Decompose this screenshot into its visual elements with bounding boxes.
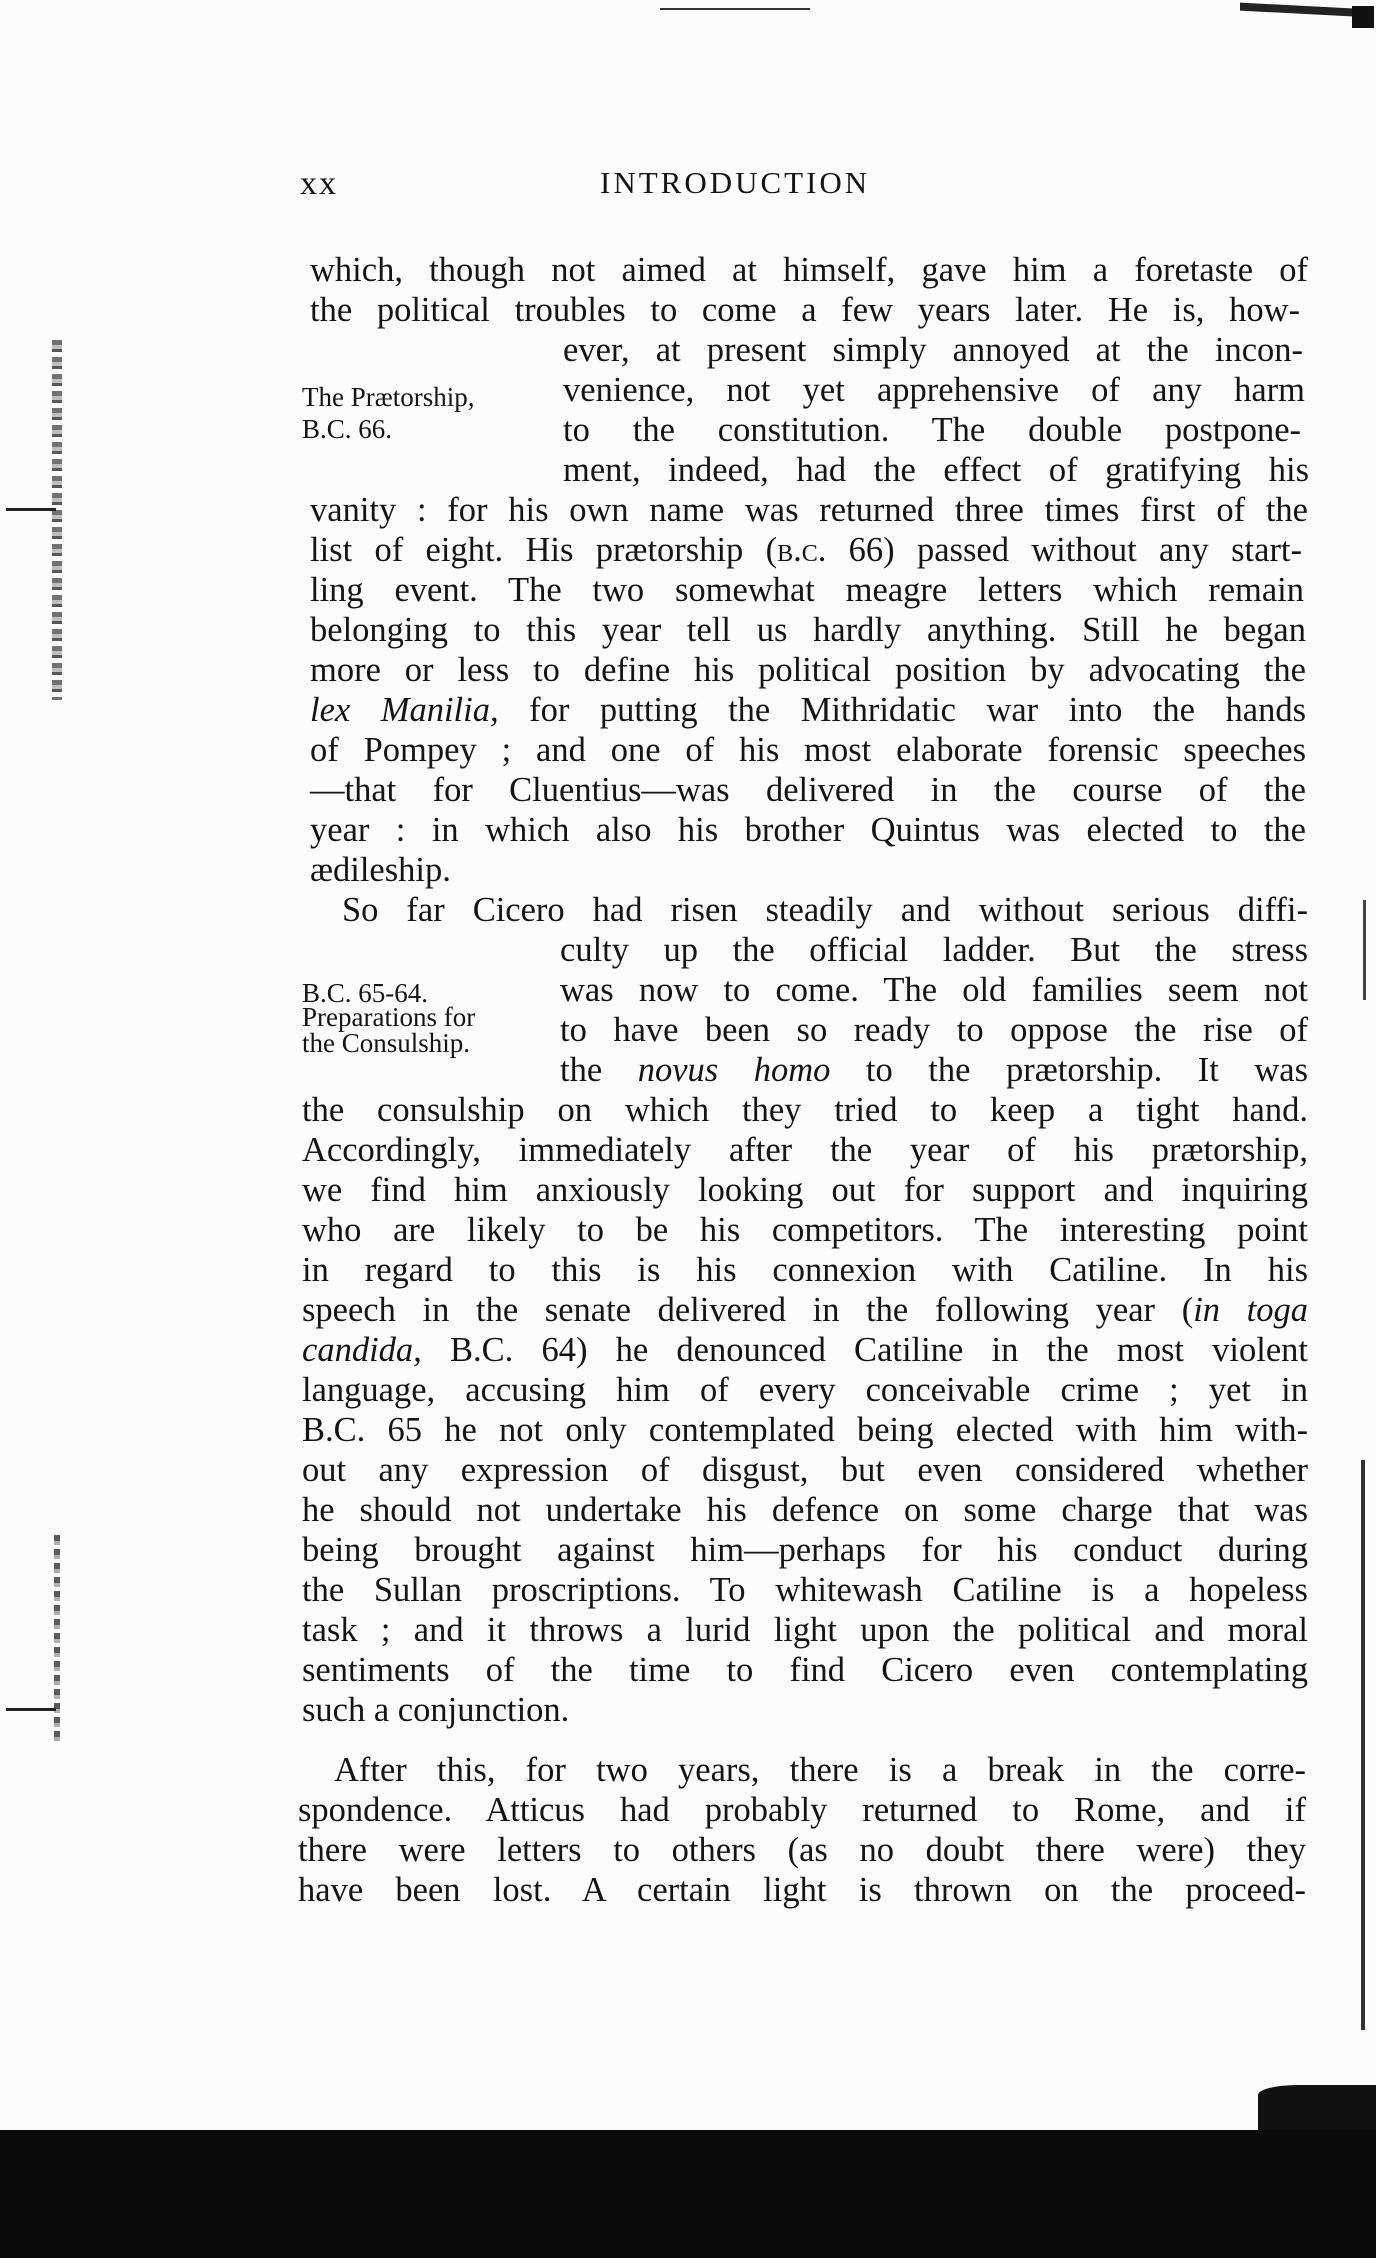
text-line: who are likely to be his competitors. The interesting point <box>302 1211 1308 1249</box>
margin-note-praetorship-title: The Prætorship, <box>302 382 475 412</box>
text-line: culty up the official ladder. But the stress <box>560 931 1308 969</box>
text-line: Accordingly, immediately after the year of his prætorship, <box>302 1131 1308 1169</box>
margin-note-consulship-title-1: Preparations for <box>302 1002 476 1032</box>
text-line: more or less to define his political position by advocating the <box>310 651 1306 689</box>
text-run-italic: in toga <box>1193 1291 1309 1329</box>
text-line: So far Cicero had risen steadily and without serious diffi- <box>342 891 1308 929</box>
text-run: the <box>560 1051 638 1089</box>
scan-top-rule-2 <box>1240 3 1370 18</box>
margin-note-consulship-date: B.C. 65-64. <box>302 978 429 1008</box>
scan-top-rule-1 <box>660 8 810 10</box>
text-line: of Pompey ; and one of his most elaborate forensic speeches <box>310 731 1306 769</box>
text-line <box>310 690 1306 730</box>
page-number: xx <box>300 165 338 202</box>
text-line <box>302 1410 1308 1450</box>
text-line: the consulship on which they tried to keep a tight hand. <box>302 1091 1308 1129</box>
scan-top-rule-3 <box>1352 6 1374 28</box>
text-line: there were letters to others (as no doubt there were) they <box>298 1831 1306 1869</box>
text-line <box>560 1050 1308 1090</box>
text-line: ædileship. <box>310 851 451 889</box>
right-edge-bar-bottom <box>1361 1460 1365 2030</box>
text-run: for putting the Mithridatic war into the hands <box>498 691 1306 729</box>
text-line: year : in which also his brother Quintus was elected to the <box>310 811 1306 849</box>
text-line: task ; and it throws a lurid light upon the political and moral <box>302 1611 1308 1649</box>
text-line: to the constitution. The double postpone- <box>563 411 1301 449</box>
gutter-mark-lower <box>6 1708 56 1711</box>
text-run: list of eight. His prætorship ( <box>310 531 778 569</box>
running-head: INTRODUCTION <box>600 165 871 200</box>
text-line: —that for Cluentius—was delivered in the course of the <box>310 771 1306 809</box>
text-line: the Sullan proscriptions. To whitewash Catiline is a hopeless <box>302 1571 1308 1609</box>
text-line: sentiments of the time to find Cicero even contemplating <box>302 1651 1308 1689</box>
text-line: ment, indeed, had the effect of gratifying his <box>563 451 1309 489</box>
text-run: 64) he denounced Catiline in the most violent <box>513 1331 1308 1369</box>
text-run: 65 he not only contemplated being elected with him with- <box>365 1411 1308 1449</box>
text-line: After this, for two years, there is a break in the corre- <box>334 1751 1306 1789</box>
right-edge-bar-top <box>1363 900 1366 1000</box>
text-line: spondence. Atticus had probably returned to Rome, and if <box>298 1791 1306 1829</box>
page-header <box>300 165 1290 213</box>
text-line: he should not undertake his defence on some charge that was <box>302 1491 1308 1529</box>
text-line: vanity : for his own name was returned three times first of the <box>310 491 1308 529</box>
text-run-italic: candida, <box>302 1331 422 1369</box>
text-run: B.C. <box>421 1331 514 1369</box>
text-line: to have been so ready to oppose the rise of <box>560 1011 1308 1049</box>
text-run: b.c. <box>777 531 827 569</box>
text-line: language, accusing him of every conceivable crime ; yet in <box>302 1371 1308 1409</box>
gutter-shadow-lower <box>54 1535 60 1745</box>
scan-bottom-shadow <box>0 2130 1376 2258</box>
text-line <box>302 1330 1308 1370</box>
text-line: being brought against him—perhaps for his conduct during <box>302 1531 1308 1569</box>
text-run: B.C. <box>302 1411 366 1449</box>
text-line: venience, not yet apprehensive of any harm <box>563 371 1305 409</box>
margin-note-praetorship-date: B.C. 66. <box>302 414 393 444</box>
text-line: ever, at present simply annoyed at the incon- <box>563 331 1303 369</box>
text-line: out any expression of disgust, but even considered whether <box>302 1451 1308 1489</box>
text-line: such a conjunction. <box>302 1691 570 1729</box>
gutter-shadow-upper <box>52 340 62 700</box>
text-run-italic: lex Manilia, <box>310 691 499 729</box>
text-line: have been lost. A certain light is thrown on the proceed- <box>298 1871 1306 1909</box>
text-run-italic: novus homo <box>637 1051 831 1089</box>
text-run: speech in the senate delivered in the following year ( <box>302 1291 1194 1329</box>
text-run: 66) passed without any start- <box>826 531 1303 569</box>
text-line: which, though not aimed at himself, gave him a foretaste of <box>310 251 1308 289</box>
text-line: ling event. The two somewhat meagre letters which remain <box>310 571 1304 609</box>
text-run: to the prætorship. It was <box>830 1051 1309 1089</box>
text-line: belonging to this year tell us hardly anything. Still he began <box>310 611 1306 649</box>
text-line: was now to come. The old families seem not <box>560 971 1308 1009</box>
text-line: we find him anxiously looking out for support and inquiring <box>302 1171 1308 1209</box>
margin-note-consulship-title-2: the Consulship. <box>302 1028 471 1058</box>
gutter-mark-upper <box>6 508 56 511</box>
text-line <box>310 530 1302 570</box>
text-line: the political troubles to come a few years later. He is, how- <box>310 291 1300 329</box>
text-line <box>302 1290 1308 1330</box>
text-line: in regard to this is his connexion with Catiline. In his <box>302 1251 1308 1289</box>
